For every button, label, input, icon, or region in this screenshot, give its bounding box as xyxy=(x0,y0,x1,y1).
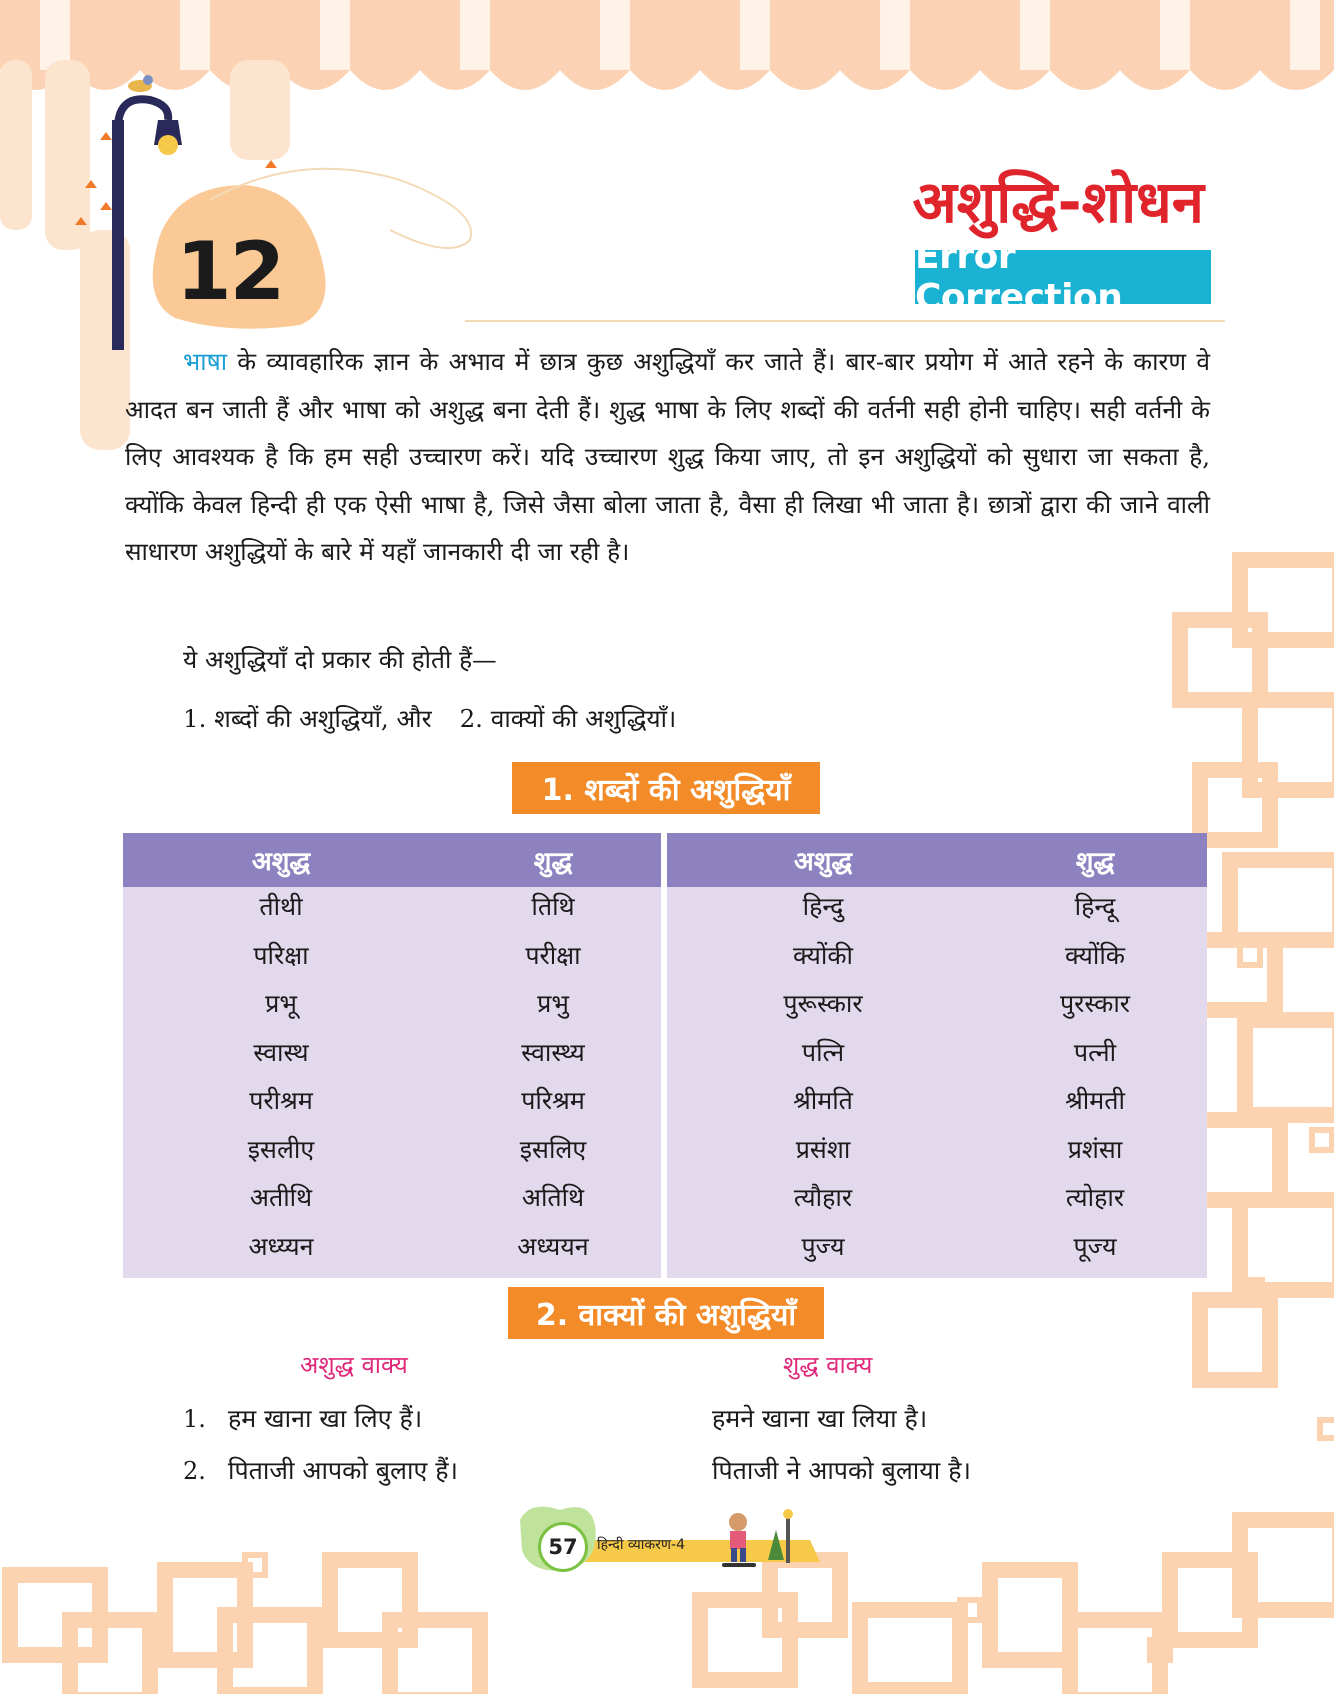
sentence-number: 2. xyxy=(183,1457,206,1485)
table-header-incorrect: अशुद्ध xyxy=(793,847,853,877)
incorrect-word-cell: पत्नि xyxy=(801,1037,845,1067)
title-divider xyxy=(465,320,1225,322)
correct-word-cell: प्रशंसा xyxy=(1067,1134,1123,1164)
sentence-number: 1. xyxy=(183,1405,206,1433)
correct-word-cell: अध्ययन xyxy=(517,1231,589,1261)
types-list xyxy=(183,702,676,735)
correct-sentence: पिताजी ने आपको बुलाया है। xyxy=(712,1456,971,1485)
book-title: हिन्दी व्याकरण-4 xyxy=(597,1537,685,1553)
correct-word-cell: परीक्षा xyxy=(525,940,581,970)
correct-word-cell: प्रभु xyxy=(537,989,569,1018)
incorrect-word-cell: तीथी xyxy=(259,892,303,921)
intro-text: के व्यावहारिक ज्ञान के अभाव में छात्र कुछ अशुद्धियाँ कर जाते हैं। बार-बार प्रयोग में आते रहने के कारण वे आदत बन जाती हैं और भाषा को अशुद्ध बना देती हैं। शुद्ध भाषा के लिए शब्दों की वर्तनी सही होनी चाहिए। सही वर्तनी के लिए आवश्यक है कि हम सही उच्चारण करें। यदि उच्चारण शुद्ध किया जाए, तो इन अशुद्धियों को सुधारा जा सकता है, क्योंकि केवल हिन्दी ही एक ऐसी भाषा है, जिसे जैसा बोला जाता है, वैसा ही लिखा भी जाता है। छात्रों द्वारा की जाने वाली साधारण अशुद्धियों के बारे में यहाँ जानकारी दी जा रही है। xyxy=(125,347,1210,566)
incorrect-word-cell: श्रीमति xyxy=(793,1086,853,1115)
incorrect-word-cell: त्यौहार xyxy=(793,1183,853,1212)
section-heading-sentences: 2. वाक्यों की अशुद्धियाँ xyxy=(508,1287,824,1339)
incorrect-sentence: पिताजी आपको बुलाए हैं। xyxy=(228,1456,458,1485)
incorrect-word-cell: परीश्रम xyxy=(249,1086,313,1115)
incorrect-word-cell: परिक्षा xyxy=(253,940,309,970)
incorrect-word-cell: पुज्य xyxy=(801,1231,845,1261)
incorrect-word-cell: प्रभू xyxy=(265,989,297,1018)
words-table xyxy=(123,833,1207,1278)
chapter-number: 12 xyxy=(176,225,284,318)
correct-word-cell: पत्नी xyxy=(1073,1037,1117,1067)
correct-word-cell: त्योहार xyxy=(1065,1183,1125,1212)
correct-word-cell: अतिथि xyxy=(521,1183,585,1212)
chapter-title-english: Error Correction xyxy=(915,250,1211,304)
correct-word-cell: श्रीमती xyxy=(1065,1086,1125,1115)
incorrect-word-cell: क्योंकी xyxy=(792,940,854,970)
correct-sentence: हमने खाना खा लिया है। xyxy=(712,1404,928,1433)
section-heading-words: 1. शब्दों की अशुद्धियाँ xyxy=(512,762,820,814)
correct-word-cell: परिश्रम xyxy=(521,1086,585,1115)
intro-highlight-word: भाषा xyxy=(183,347,228,376)
chapter-title-hindi: अशुद्धि-शोधन xyxy=(912,168,1204,236)
incorrect-word-cell: अध्य्यन xyxy=(248,1231,314,1261)
types-intro: ये अशुद्धियाँ दो प्रकार की होती हैं— xyxy=(183,645,497,674)
type-item: 2. वाक्यों की अशुद्धियाँ। xyxy=(459,704,677,733)
table-header-correct: शुद्ध xyxy=(1075,847,1115,877)
incorrect-word-cell: हिन्दु xyxy=(802,892,844,921)
type-item: 1. शब्दों की अशुद्धियाँ, और xyxy=(183,704,432,733)
correct-word-cell: स्वास्थ्य xyxy=(521,1037,585,1067)
table-header-correct: शुद्ध xyxy=(533,847,573,877)
intro-paragraph xyxy=(125,338,1210,576)
correct-word-cell: पूज्य xyxy=(1073,1231,1117,1261)
page-number: 57 xyxy=(538,1522,588,1572)
incorrect-sentence-label: अशुद्ध वाक्य xyxy=(300,1351,408,1379)
table-header-incorrect: अशुद्ध xyxy=(251,847,311,877)
correct-sentence-label: शुद्ध वाक्य xyxy=(783,1351,873,1379)
correct-word-cell: तिथि xyxy=(531,892,575,921)
correct-word-cell: हिन्दू xyxy=(1074,892,1116,921)
incorrect-word-cell: इसलीए xyxy=(247,1134,315,1164)
incorrect-word-cell: स्वास्थ xyxy=(253,1037,309,1067)
incorrect-word-cell: प्रसंशा xyxy=(795,1134,851,1164)
incorrect-word-cell: अतीथि xyxy=(249,1183,313,1212)
correct-word-cell: क्योंकि xyxy=(1064,940,1126,970)
correct-word-cell: इसलिए xyxy=(519,1134,587,1164)
incorrect-word-cell: पुरूस्कार xyxy=(783,989,863,1018)
correct-word-cell: पुरस्कार xyxy=(1059,989,1131,1018)
incorrect-sentence: हम खाना खा लिए हैं। xyxy=(228,1404,423,1433)
